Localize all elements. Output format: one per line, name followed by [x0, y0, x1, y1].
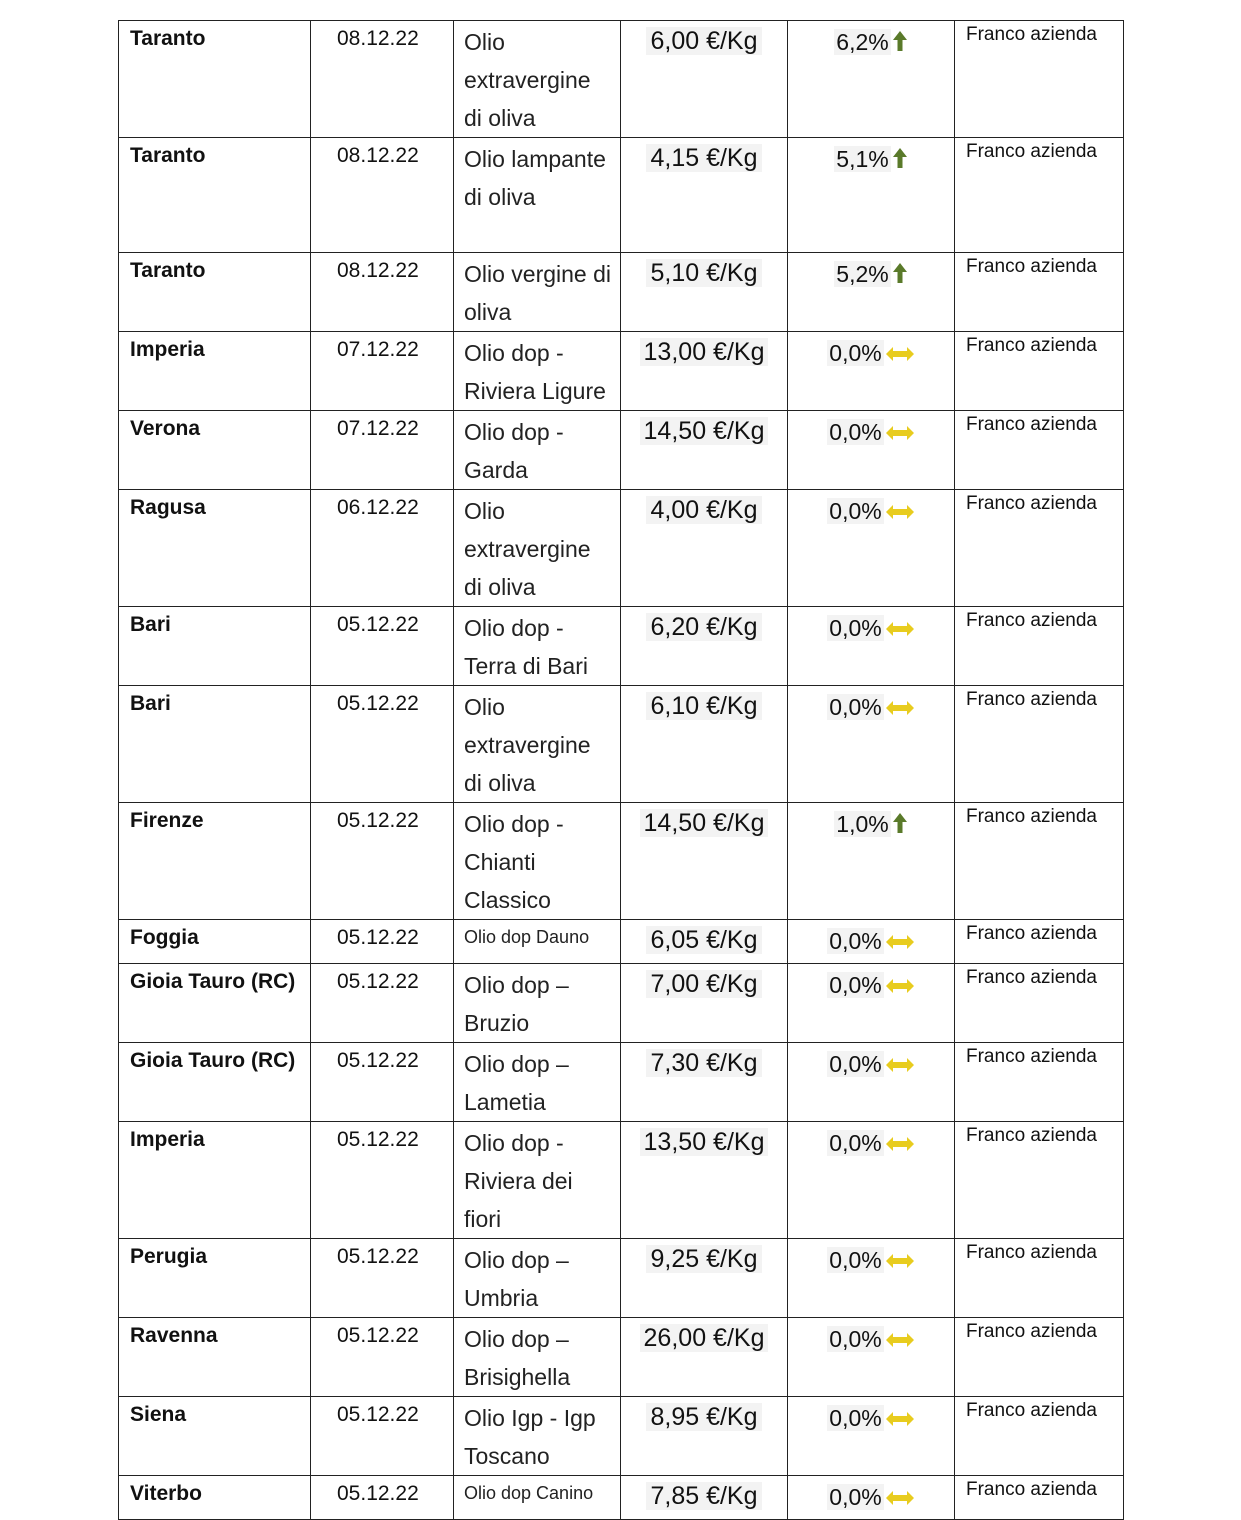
table-row	[119, 964, 1124, 1043]
variation-cell	[788, 803, 955, 920]
variation-cell	[788, 920, 955, 964]
date-cell: 05.12.22	[311, 803, 454, 920]
variation-value: 0,0%	[829, 694, 882, 720]
price-value: 14,50 €/Kg	[640, 809, 769, 837]
date-cell: 05.12.22	[311, 1122, 454, 1239]
city-cell: Gioia Tauro (RC)	[119, 1043, 311, 1122]
table-row	[119, 1239, 1124, 1318]
condition-cell: Franco azienda	[955, 253, 1124, 332]
variation-value: 1,0%	[836, 811, 889, 837]
price-cell	[621, 1239, 788, 1318]
table-row	[119, 1476, 1124, 1520]
date-cell: 05.12.22	[311, 1239, 454, 1318]
date-cell: 05.12.22	[311, 607, 454, 686]
arrow-left-right-icon	[885, 420, 915, 447]
variation-cell	[788, 1476, 955, 1520]
date-cell: 06.12.22	[311, 490, 454, 607]
variation-cell	[788, 138, 955, 253]
date-cell: 05.12.22	[311, 1043, 454, 1122]
date-cell: 07.12.22	[311, 332, 454, 411]
variation-cell	[788, 686, 955, 803]
table-row	[119, 1122, 1124, 1239]
product-cell: Olio vergine di oliva	[454, 253, 621, 332]
variation-cell	[788, 1122, 955, 1239]
condition-cell: Franco azienda	[955, 332, 1124, 411]
arrow-left-right-icon	[885, 1052, 915, 1079]
table-row	[119, 607, 1124, 686]
variation-cell	[788, 253, 955, 332]
arrow-up-icon	[892, 262, 908, 290]
variation-value: 5,1%	[836, 146, 889, 172]
product-cell: Olio dop – Bruzio	[454, 964, 621, 1043]
arrow-left-right-icon	[885, 1406, 915, 1433]
city-cell: Perugia	[119, 1239, 311, 1318]
variation-value: 6,2%	[836, 29, 889, 55]
date-cell: 08.12.22	[311, 21, 454, 138]
variation-cell	[788, 964, 955, 1043]
arrow-up-icon	[892, 30, 908, 58]
date-cell: 05.12.22	[311, 686, 454, 803]
price-cell	[621, 964, 788, 1043]
product-cell: Olio dop – Umbria	[454, 1239, 621, 1318]
variation-value: 0,0%	[829, 972, 882, 998]
price-value: 6,05 €/Kg	[646, 926, 761, 954]
table-row	[119, 411, 1124, 490]
arrow-left-right-icon	[885, 1485, 915, 1512]
variation-value: 0,0%	[829, 1247, 882, 1273]
product-cell: Olio extravergine di oliva	[454, 490, 621, 607]
city-cell: Ragusa	[119, 490, 311, 607]
price-value: 6,00 €/Kg	[646, 27, 761, 55]
condition-cell: Franco azienda	[955, 686, 1124, 803]
variation-value: 0,0%	[829, 1405, 882, 1431]
price-value: 14,50 €/Kg	[640, 417, 769, 445]
city-cell: Siena	[119, 1397, 311, 1476]
condition-cell: Franco azienda	[955, 1318, 1124, 1397]
arrow-up-icon	[892, 812, 908, 840]
variation-value: 0,0%	[829, 1051, 882, 1077]
price-cell	[621, 920, 788, 964]
price-table-body	[119, 21, 1124, 1520]
variation-cell	[788, 490, 955, 607]
variation-cell	[788, 1043, 955, 1122]
price-cell	[621, 1397, 788, 1476]
variation-cell	[788, 1239, 955, 1318]
variation-value: 0,0%	[829, 419, 882, 445]
product-cell: Olio dop - Garda	[454, 411, 621, 490]
city-cell: Taranto	[119, 253, 311, 332]
city-cell: Verona	[119, 411, 311, 490]
city-cell: Taranto	[119, 138, 311, 253]
arrow-left-right-icon	[885, 1131, 915, 1158]
product-cell: Olio Igp - Igp Toscano	[454, 1397, 621, 1476]
arrow-up-icon	[892, 147, 908, 175]
city-cell: Bari	[119, 686, 311, 803]
condition-cell: Franco azienda	[955, 607, 1124, 686]
variation-cell	[788, 411, 955, 490]
table-row	[119, 686, 1124, 803]
price-value: 6,10 €/Kg	[646, 692, 761, 720]
date-cell: 05.12.22	[311, 964, 454, 1043]
variation-value: 0,0%	[829, 1130, 882, 1156]
price-cell	[621, 138, 788, 253]
condition-cell: Franco azienda	[955, 803, 1124, 920]
condition-cell: Franco azienda	[955, 21, 1124, 138]
table-row	[119, 490, 1124, 607]
date-cell: 08.12.22	[311, 138, 454, 253]
price-value: 7,00 €/Kg	[646, 970, 761, 998]
city-cell: Foggia	[119, 920, 311, 964]
price-value: 9,25 €/Kg	[646, 1245, 761, 1273]
price-cell	[621, 686, 788, 803]
price-cell	[621, 803, 788, 920]
price-cell	[621, 253, 788, 332]
condition-cell: Franco azienda	[955, 920, 1124, 964]
variation-value: 0,0%	[829, 498, 882, 524]
variation-value: 0,0%	[829, 340, 882, 366]
table-row	[119, 1397, 1124, 1476]
city-cell: Imperia	[119, 1122, 311, 1239]
price-value: 5,10 €/Kg	[646, 259, 761, 287]
price-value: 7,30 €/Kg	[646, 1049, 761, 1077]
date-cell: 05.12.22	[311, 1397, 454, 1476]
product-cell: Olio dop - Riviera Ligure	[454, 332, 621, 411]
date-cell: 08.12.22	[311, 253, 454, 332]
price-cell	[621, 490, 788, 607]
arrow-left-right-icon	[885, 616, 915, 643]
condition-cell: Franco azienda	[955, 138, 1124, 253]
product-cell: Olio dop - Chianti Classico	[454, 803, 621, 920]
product-cell: Olio dop – Brisighella	[454, 1318, 621, 1397]
price-cell	[621, 21, 788, 138]
arrow-left-right-icon	[885, 929, 915, 956]
city-cell: Taranto	[119, 21, 311, 138]
product-cell: Olio dop Dauno	[454, 920, 621, 964]
table-row	[119, 803, 1124, 920]
variation-cell	[788, 1397, 955, 1476]
product-cell: Olio extravergine di oliva	[454, 21, 621, 138]
date-cell: 05.12.22	[311, 920, 454, 964]
arrow-left-right-icon	[885, 341, 915, 368]
city-cell: Gioia Tauro (RC)	[119, 964, 311, 1043]
arrow-left-right-icon	[885, 1327, 915, 1354]
table-row	[119, 332, 1124, 411]
city-cell: Bari	[119, 607, 311, 686]
price-value: 13,50 €/Kg	[640, 1128, 769, 1156]
price-cell	[621, 411, 788, 490]
condition-cell: Franco azienda	[955, 964, 1124, 1043]
city-cell: Viterbo	[119, 1476, 311, 1520]
city-cell: Firenze	[119, 803, 311, 920]
variation-value: 0,0%	[829, 928, 882, 954]
condition-cell: Franco azienda	[955, 1043, 1124, 1122]
product-cell: Olio dop - Riviera dei fiori	[454, 1122, 621, 1239]
price-cell	[621, 1122, 788, 1239]
product-cell: Olio dop - Terra di Bari	[454, 607, 621, 686]
table-row	[119, 253, 1124, 332]
variation-cell	[788, 607, 955, 686]
price-value: 4,00 €/Kg	[646, 496, 761, 524]
price-cell	[621, 607, 788, 686]
price-cell	[621, 1318, 788, 1397]
condition-cell: Franco azienda	[955, 411, 1124, 490]
city-cell: Imperia	[119, 332, 311, 411]
arrow-left-right-icon	[885, 1248, 915, 1275]
variation-value: 0,0%	[829, 1484, 882, 1510]
arrow-left-right-icon	[885, 499, 915, 526]
product-cell: Olio lampante di oliva	[454, 138, 621, 253]
price-table	[118, 20, 1124, 1520]
date-cell: 07.12.22	[311, 411, 454, 490]
arrow-left-right-icon	[885, 695, 915, 722]
condition-cell: Franco azienda	[955, 1122, 1124, 1239]
variation-value: 5,2%	[836, 261, 889, 287]
price-value: 7,85 €/Kg	[646, 1482, 761, 1510]
date-cell: 05.12.22	[311, 1476, 454, 1520]
table-row	[119, 138, 1124, 253]
table-row	[119, 1318, 1124, 1397]
city-cell: Ravenna	[119, 1318, 311, 1397]
table-row	[119, 920, 1124, 964]
variation-cell	[788, 332, 955, 411]
condition-cell: Franco azienda	[955, 1397, 1124, 1476]
product-cell: Olio dop – Lametia	[454, 1043, 621, 1122]
price-value: 6,20 €/Kg	[646, 613, 761, 641]
price-cell	[621, 1043, 788, 1122]
condition-cell: Franco azienda	[955, 490, 1124, 607]
price-value: 8,95 €/Kg	[646, 1403, 761, 1431]
condition-cell: Franco azienda	[955, 1476, 1124, 1520]
price-value: 26,00 €/Kg	[640, 1324, 769, 1352]
condition-cell: Franco azienda	[955, 1239, 1124, 1318]
variation-value: 0,0%	[829, 1326, 882, 1352]
variation-cell	[788, 1318, 955, 1397]
product-cell: Olio dop Canino	[454, 1476, 621, 1520]
product-cell: Olio extravergine di oliva	[454, 686, 621, 803]
price-value: 4,15 €/Kg	[646, 144, 761, 172]
arrow-left-right-icon	[885, 973, 915, 1000]
table-row	[119, 1043, 1124, 1122]
price-cell	[621, 332, 788, 411]
price-cell	[621, 1476, 788, 1520]
date-cell: 05.12.22	[311, 1318, 454, 1397]
table-row	[119, 21, 1124, 138]
price-value: 13,00 €/Kg	[640, 338, 769, 366]
variation-cell	[788, 21, 955, 138]
variation-value: 0,0%	[829, 615, 882, 641]
